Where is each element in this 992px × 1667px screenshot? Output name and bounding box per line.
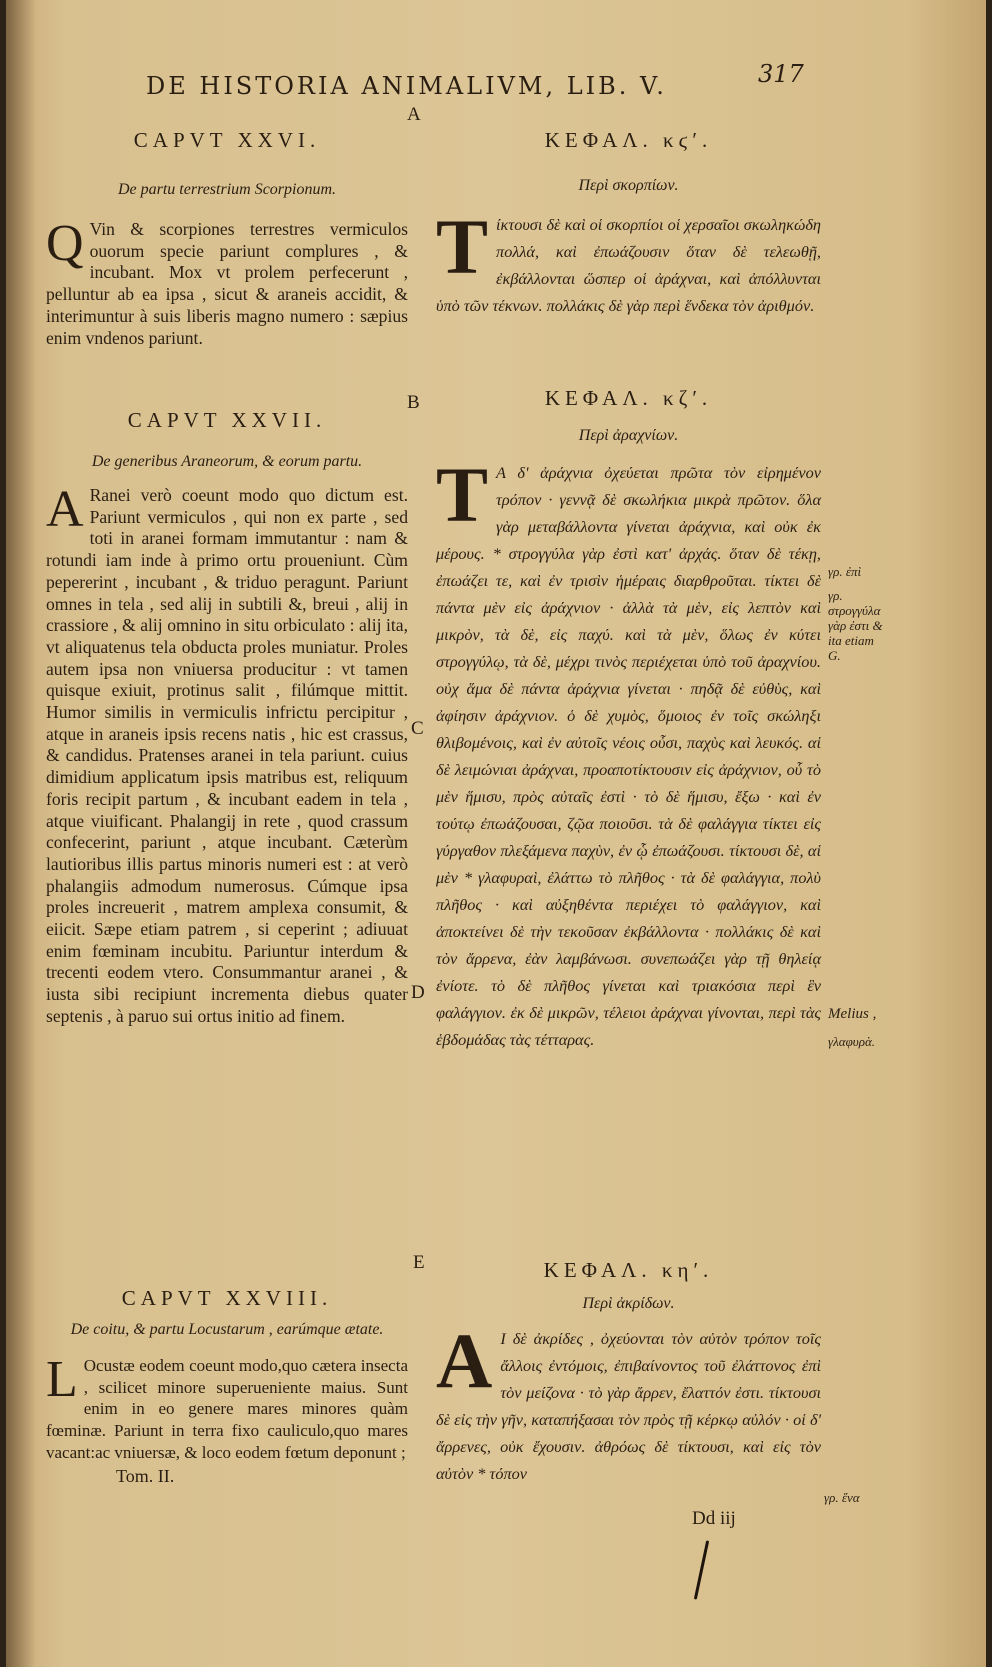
latin-chapter-28 bbox=[46, 1286, 408, 1487]
greek-chapter-28 bbox=[436, 1258, 821, 1487]
margin-letter-c: C bbox=[411, 718, 424, 739]
chapter-subtitle: De generibus Araneorum, & eorum partu. bbox=[91, 453, 363, 470]
margin-note: γρ. ἕνα bbox=[824, 1490, 860, 1505]
page-spine-shadow bbox=[6, 0, 36, 1667]
volume-catchword: Tom. II. bbox=[116, 1465, 175, 1486]
greek-chapter-26 bbox=[436, 128, 821, 319]
initial-letter: A bbox=[46, 481, 84, 538]
chapter-title: ΚΕΦΑΛ. κϛʹ. bbox=[544, 128, 713, 152]
margin-letter-b: B bbox=[407, 392, 420, 413]
book-page bbox=[6, 0, 986, 1667]
margin-note: Melius , bbox=[828, 1006, 877, 1022]
margin-note: γλαφυρὰ. bbox=[828, 1034, 876, 1049]
initial-letter: Τ bbox=[436, 203, 489, 290]
latin-chapter-27 bbox=[46, 408, 408, 1028]
greek-chapter-27 bbox=[436, 386, 821, 1053]
initial-letter: Τ bbox=[436, 451, 489, 538]
chapter-subtitle: Περὶ ἀραχνίων. bbox=[578, 427, 679, 444]
initial-letter: Q bbox=[46, 215, 84, 272]
margin-letter-a: A bbox=[407, 104, 421, 125]
margin-letter-d: D bbox=[411, 982, 425, 1003]
chapter-subtitle: De partu terrestrium Scorpionum. bbox=[117, 181, 337, 198]
chapter-subtitle: Περὶ ἀκρίδων. bbox=[582, 1295, 675, 1312]
margin-letter-e: E bbox=[413, 1252, 425, 1273]
chapter-title: CAPVT XXVII. bbox=[127, 408, 327, 432]
latin-chapter-26 bbox=[46, 128, 408, 349]
chapter-text: A Ranei verò coeunt modo quo dictum est. Pariunt vermiculos , qui non ex parte , sed toti in aranei formam immutantur : nam & rotundi iam inde à primo ortu proueniunt. Cùm pepererint , incubant , & triduo peragunt. Pariunt omnes in tela , sed alij in subtili &, breui , alij in crassiore , & alij omnino in situ orbiculato : alij ita, vt aliquatenus tela obducta proles muniatur. Proles autem ipsa non vniuersa producitur : vt tamen quisque exiuit, protinus salit , filúmque mittit. Humor similis in vermiculis infrictu percipitur , atque in araneis ipsis recens natis , hic est crassus, & candidus. Pratenses aranei in tela pariunt. cuius dimidium applicatum ipsis matribus est, reliquum foris recipit partum , & incubant eadem in tela , atque viuificant. Phalangij in rete , quod crassum confecerint, pariunt , atque incubant. Cæterùm lautioribus illis partus minoris numeri est : at verò phalangiis admodum numerosus. Cúmque ipsa proles increuerit , matrem amplexa consumit, & eiicit. Sæpe etiam patrem , si ceperint ; adiuuat enim fœminam incubitu. Pariuntur interdum & trecenti eodem vtero. Consummantur aranei , & iusta sibi recipiunt incrementa diebus quater septenis , à paruo sui ortus initio ad finem. bbox=[46, 481, 408, 1026]
margin-note: γρ. στρογγύλα γὰρ ἐστι & ita etiam G. bbox=[828, 588, 883, 663]
chapter-text: Α Ι δὲ ἀκρίδες , ὀχεύονται τὸν αὐτὸν τρόπον τοῖς ἄλλοις ἐντόμοις, ἐπιβαίνοντος τοῦ ἐλάττονος ἐπὶ τὸν μείζονα · τὸ γὰρ ἄρρεν, ἔλαττόν ἐστι. τίκτουσι δὲ εἰς τὴν γῆν, καταπήξασαι τὸν πρὸς τῇ κέρκῳ αὐλόν · οἱ δ' ἄρρενες, οὐκ ἔχουσιν. ἀθρόως δὲ τίκτουσι, καὶ εἰς τὸν αὐτὸν * τόπον bbox=[436, 1317, 821, 1483]
initial-letter: Α bbox=[436, 1317, 493, 1404]
running-title: DE HISTORIA ANIMALIVM, LIB. V. bbox=[146, 72, 667, 100]
chapter-text: Τ Α δ' ἀράχνια ὀχεύεται πρῶτα τὸν εἰρημένον τρόπον · γεννᾷ δὲ σκωλήκια μικρὰ πρῶτον. ὅλα γὰρ μεταβάλλοντα γίνεται ἀράχνια, καὶ οὐκ ἐκ μέρους. * στρογγύλα γὰρ ἐστὶ κατ' ἀρχάς. ὅταν δὲ τέκῃ, ἐπωάζει τε, καὶ ἐν τρισὶν ἡμέραις διαρθροῦται. τίκτει δὲ πάντα μὲν εἰς ἀράχνιον · ἀλλὰ τὰ μὲν, εἰς λεπτὸν καὶ μικρὸν, τὰ δὲ, εἰς παχύ. καὶ τὰ μὲν, ὅλως ἐν κύτει στρογγύλῳ, τὰ δὲ, μέχρι τινὸς περιέχεται ὑπὸ τοῦ ἀραχνίου. οὐχ ἅμα δὲ πάντα ἀράχνια γίνεται · πηδᾷ δὲ εὐθὺς, καὶ ἀφίησιν ἀράχνιον. ὁ δὲ χυμὸς, ὅμοιος ἐν τοῖς σκώληξι θλιβομένοις, καὶ ἐν αὐτοῖς νέοις οὖσι, παχὺς καὶ λευκός. αἱ δὲ λειμώνιαι ἀράχναι, προαποτίκτουσιν εἰς ἀράχνιον, οὗ τὸ μὲν ἥμισυ, πρὸς αὐταῖς ἐστὶ · τὸ δὲ ἥμισυ, ἔξω · καὶ ἐν τούτῳ ἐπωάζουσαι, ζῷα ποιοῦσι. τὰ δὲ φαλάγγια τίκτει εἰς γύργαθον πλεξάμενα παχὺν, ἐν ᾧ ἐπωάζουσι. τίκτουσι δὲ, αἱ μὲν * γλαφυραὶ, ἐλάττω τὸ πλῆθος · τὰ δὲ φαλάγγια, πολὺ πλῆθος · καὶ αὐξηθέντα περιέχει τὸ φαλάγγιον, καὶ ἀποκτείνει δὲ τὴν τεκοῦσαν ἐκβάλλοντα · πολλάκις δὲ καὶ τὸν ἄρρενα, ἐὰν λαμβάνωσι. συνεπωάζει γὰρ τῇ θηλείᾳ ἐνίοτε. τὸ δὲ πλῆθος γίνεται καὶ τριακόσια περὶ ἓν φαλάγγιον. ἐκ δὲ μικρῶν, τέλειοι ἀράχναι γίνονται, περὶ τὰς ἑβδομάδας τὰς τέτταρας. bbox=[436, 451, 821, 1049]
page-number: 317 bbox=[758, 60, 804, 88]
chapter-subtitle: De coitu, & partu Locustarum , earúmque ætate. bbox=[70, 1321, 384, 1338]
pen-stroke-mark bbox=[694, 1540, 709, 1599]
initial-letter: L bbox=[46, 1351, 78, 1408]
chapter-title: ΚΕΦΑΛ. κηʹ. bbox=[543, 1258, 714, 1282]
chapter-text: Τίκτουσι δὲ καὶ οἱ σκορπίοι οἱ χερσαῖοι σκωληκώδη πολλά, καὶ ἐπωάζουσιν ὅταν δὲ τελεωθῇ, ἐκβάλλονται ὥσπερ οἱ ἀράχναι, καὶ ἀπόλλυνται ὑπὸ τῶν τέκνων. πολλάκις δὲ γὰρ περὶ ἕνδεκα τὸν ἀριθμόν. bbox=[436, 203, 821, 315]
margin-note: γρ. ἐπὶ bbox=[828, 564, 862, 579]
chapter-title: CAPVT XXVIII. bbox=[121, 1286, 333, 1310]
chapter-text: L Ocustæ eodem coeunt modo,quo cætera insecta , scilicet minore superueniente maius. Sunt enim in eo genere mares minores quàm fœminæ. Pariunt in terra fixo cauliculo,quo mares vacant:ac vniuersæ, & loco eodem fœtum deponunt ; bbox=[46, 1351, 408, 1462]
chapter-subtitle: Περὶ σκορπίων. bbox=[578, 177, 679, 194]
chapter-title: CAPVT XXVI. bbox=[133, 128, 321, 152]
signature-mark: Dd iij bbox=[692, 1508, 736, 1529]
chapter-title: ΚΕΦΑΛ. κζʹ. bbox=[544, 386, 713, 410]
chapter-text: Q Vin & scorpiones terrestres vermiculos ouorum specie pariunt complures , & incubant. Mox vt prolem perfecerunt , pelluntur ab ea ipsa , sicut & araneis accidit, & interimuntur à suis liberis magno numero : sæpius enim vndenos pariunt. bbox=[46, 215, 408, 348]
